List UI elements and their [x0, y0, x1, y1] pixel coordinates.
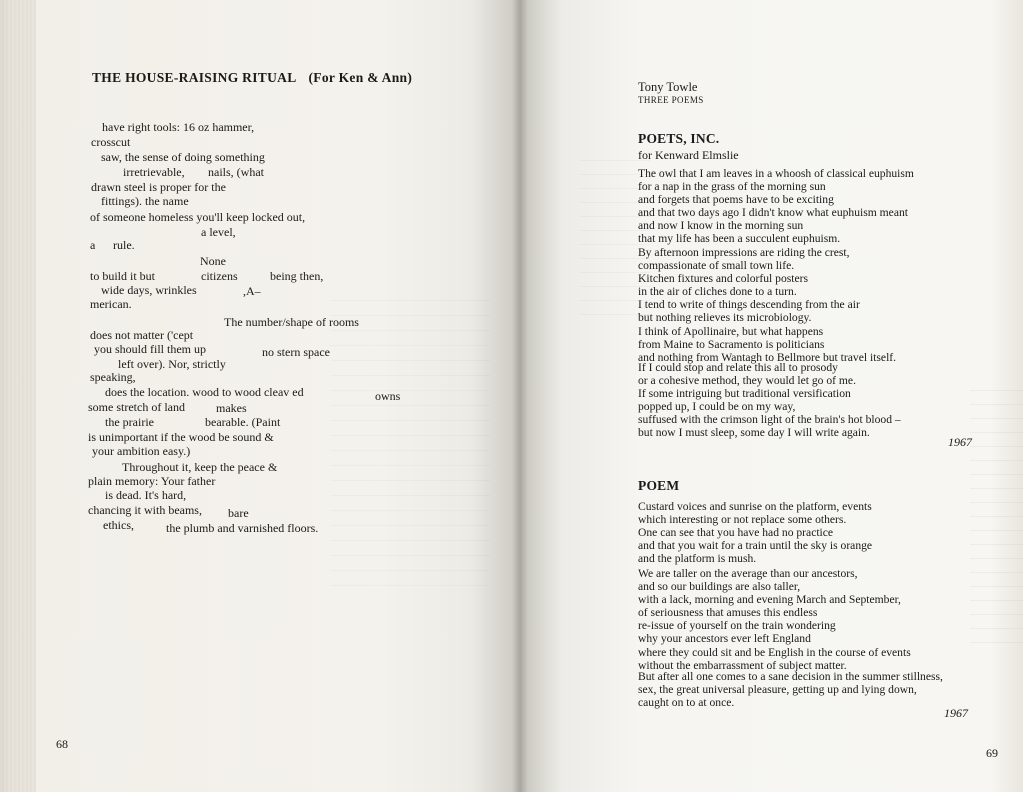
poem-line: left over). Nor, strictly: [118, 357, 226, 371]
stanza: [638, 670, 943, 709]
collection-title: THREE POEMS: [638, 95, 704, 105]
poem-line: compassionate of small town life.: [638, 259, 795, 273]
poem-line: caught on to at once.: [638, 696, 735, 710]
poem-line: which interesting or not replace some others.: [638, 513, 847, 527]
poem-line: One can see that you have had no practice: [638, 526, 834, 540]
poem-line: the plumb and varnished floors.: [166, 521, 319, 535]
bleed-through-texture: [330, 300, 490, 600]
poem-line: without the embarrassment of subject matter.: [638, 658, 847, 672]
poem-line: but nothing relieves its microbiology.: [638, 311, 812, 325]
poem-line: makes: [216, 401, 247, 415]
poem-line: being then,: [270, 269, 324, 283]
poem-line: merican.: [90, 297, 132, 311]
poem-line: If I could stop and relate this all to prosody: [638, 361, 838, 374]
poem-line: plain memory: Your father: [88, 474, 216, 488]
stanza: [638, 167, 914, 246]
poem-line: where they could sit and be English in the course of events: [638, 645, 911, 659]
stanza: [638, 246, 896, 364]
poem-line: is unimportant if the wood be sound &: [88, 430, 274, 444]
poem-line: your ambition easy.): [92, 444, 191, 458]
poem-line: some stretch of land: [88, 400, 185, 414]
poem-line: in the air of cliches done to a turn.: [638, 285, 797, 299]
poem-line: is dead. It's hard,: [105, 488, 187, 502]
bleed-through-texture: [970, 390, 1023, 650]
poem-dedication: for Kenward Elmslie: [638, 148, 739, 162]
page-number: 69: [986, 746, 998, 760]
poem-line: does the location. wood to wood cleav ed: [105, 385, 304, 399]
poem-date: 1967: [948, 435, 972, 449]
poem-line: with a lack, morning and evening March and September,: [638, 593, 901, 607]
poem-line: of seriousness that amuses this endless: [638, 606, 818, 620]
poem-line: ,A–: [243, 284, 261, 298]
poem-line: from Maine to Sacramento is politicians: [638, 337, 825, 351]
poem-line: owns: [375, 389, 401, 403]
poem-line: and forgets that poems have to be exciting: [638, 193, 834, 207]
poem-line: and that you wait for a train until the sky is orange: [638, 539, 873, 553]
poem-line: does not matter ('cept: [90, 328, 194, 342]
poem-dedication: (For Ken & Ann): [308, 70, 413, 85]
poem-line: speaking,: [90, 370, 136, 384]
poem-line: The number/shape of rooms: [224, 315, 359, 329]
poem-line: citizens: [201, 269, 238, 283]
poem-line: have right tools: 16 oz hammer,: [102, 120, 255, 134]
stanza: [638, 500, 872, 565]
poem-line: why your ancestors ever left England: [638, 632, 811, 646]
poem-line: the prairie: [105, 415, 154, 429]
poem-line: ethics,: [103, 518, 134, 532]
poem-line: you should fill them up: [94, 342, 206, 356]
poem-line: We are taller on the average than our ancestors,: [638, 567, 858, 580]
poem-line: to build it but: [90, 269, 156, 283]
poem-line: or a cohesive method, they would let go of me.: [638, 374, 856, 388]
poem-line: bare: [228, 506, 249, 520]
poem-line: But after all one comes to a sane decision in the summer stillness,: [638, 670, 943, 683]
poem-line: I tend to write of things descending from the air: [638, 298, 860, 312]
poem-line: rule.: [113, 238, 135, 252]
poem-title: POEM: [638, 478, 680, 493]
page-edges: [0, 0, 36, 792]
stanza: [638, 361, 901, 440]
author-name: Tony Towle: [638, 80, 698, 94]
poem-line: None: [200, 254, 226, 268]
poem-line: wide days, wrinkles: [101, 283, 197, 297]
poem-title: [92, 70, 412, 86]
poem-line: and now I know in the morning sun: [638, 219, 804, 233]
poem-line: suffused with the crimson light of the brain's hot blood –: [638, 413, 901, 427]
poem-title: POETS, INC.: [638, 131, 720, 146]
poem-line: sex, the great universal pleasure, getting up and lying down,: [638, 683, 917, 697]
poem-line: no stern space: [262, 345, 330, 359]
poem-line: drawn steel is proper for the: [91, 180, 226, 194]
poem-line: By afternoon impressions are riding the crest,: [638, 246, 850, 259]
poem-line: irretrievable,: [123, 165, 185, 179]
poem-line: of someone homeless you'll keep locked out,: [90, 210, 306, 224]
poem-line: that my life has been a succulent euphuism.: [638, 232, 841, 246]
poem-line: a level,: [201, 225, 236, 239]
poem-line: Throughout it, keep the peace &: [122, 460, 278, 474]
poem-line: and so our buildings are also taller,: [638, 580, 801, 594]
poem-line: but now I must sleep, some day I will write again.: [638, 426, 870, 440]
poem-line: saw, the sense of doing something: [101, 150, 265, 164]
stanza: [638, 567, 911, 672]
poem-line: re-issue of yourself on the train wondering: [638, 619, 836, 633]
poem-line: and nothing from Wantagh to Bellmore but travel itself.: [638, 350, 897, 364]
poem-line: crosscut: [91, 135, 131, 149]
poem-line: bearable. (Paint: [205, 415, 281, 429]
poem-line: and the platform is mush.: [638, 552, 757, 566]
poem-line: If some intriguing but traditional versification: [638, 387, 851, 401]
poem-line: fittings). the name: [101, 194, 189, 208]
poem-line: and that two days ago I didn't know what euphuism meant: [638, 206, 908, 220]
poem-line: nails, (what: [208, 165, 264, 179]
poem-line: Kitchen fixtures and colorful posters: [638, 272, 808, 286]
right-page: [520, 0, 1023, 792]
poem-line: I think of Apollinaire, but what happens: [638, 324, 824, 338]
poem-line: for a nap in the grass of the morning sun: [638, 180, 826, 194]
page-number: 68: [56, 737, 68, 751]
poem-line: chancing it with beams,: [88, 503, 202, 517]
poem-line: popped up, I could be on my way,: [638, 400, 796, 414]
poem-title-text: THE HOUSE-RAISING RITUAL: [92, 70, 297, 85]
poem-line: Custard voices and sunrise on the platform, events: [638, 500, 872, 513]
poem-line: a: [90, 238, 96, 252]
poem-line: The owl that I am leaves in a whoosh of classical euphuism: [638, 167, 914, 180]
poem-date: 1967: [944, 706, 968, 720]
